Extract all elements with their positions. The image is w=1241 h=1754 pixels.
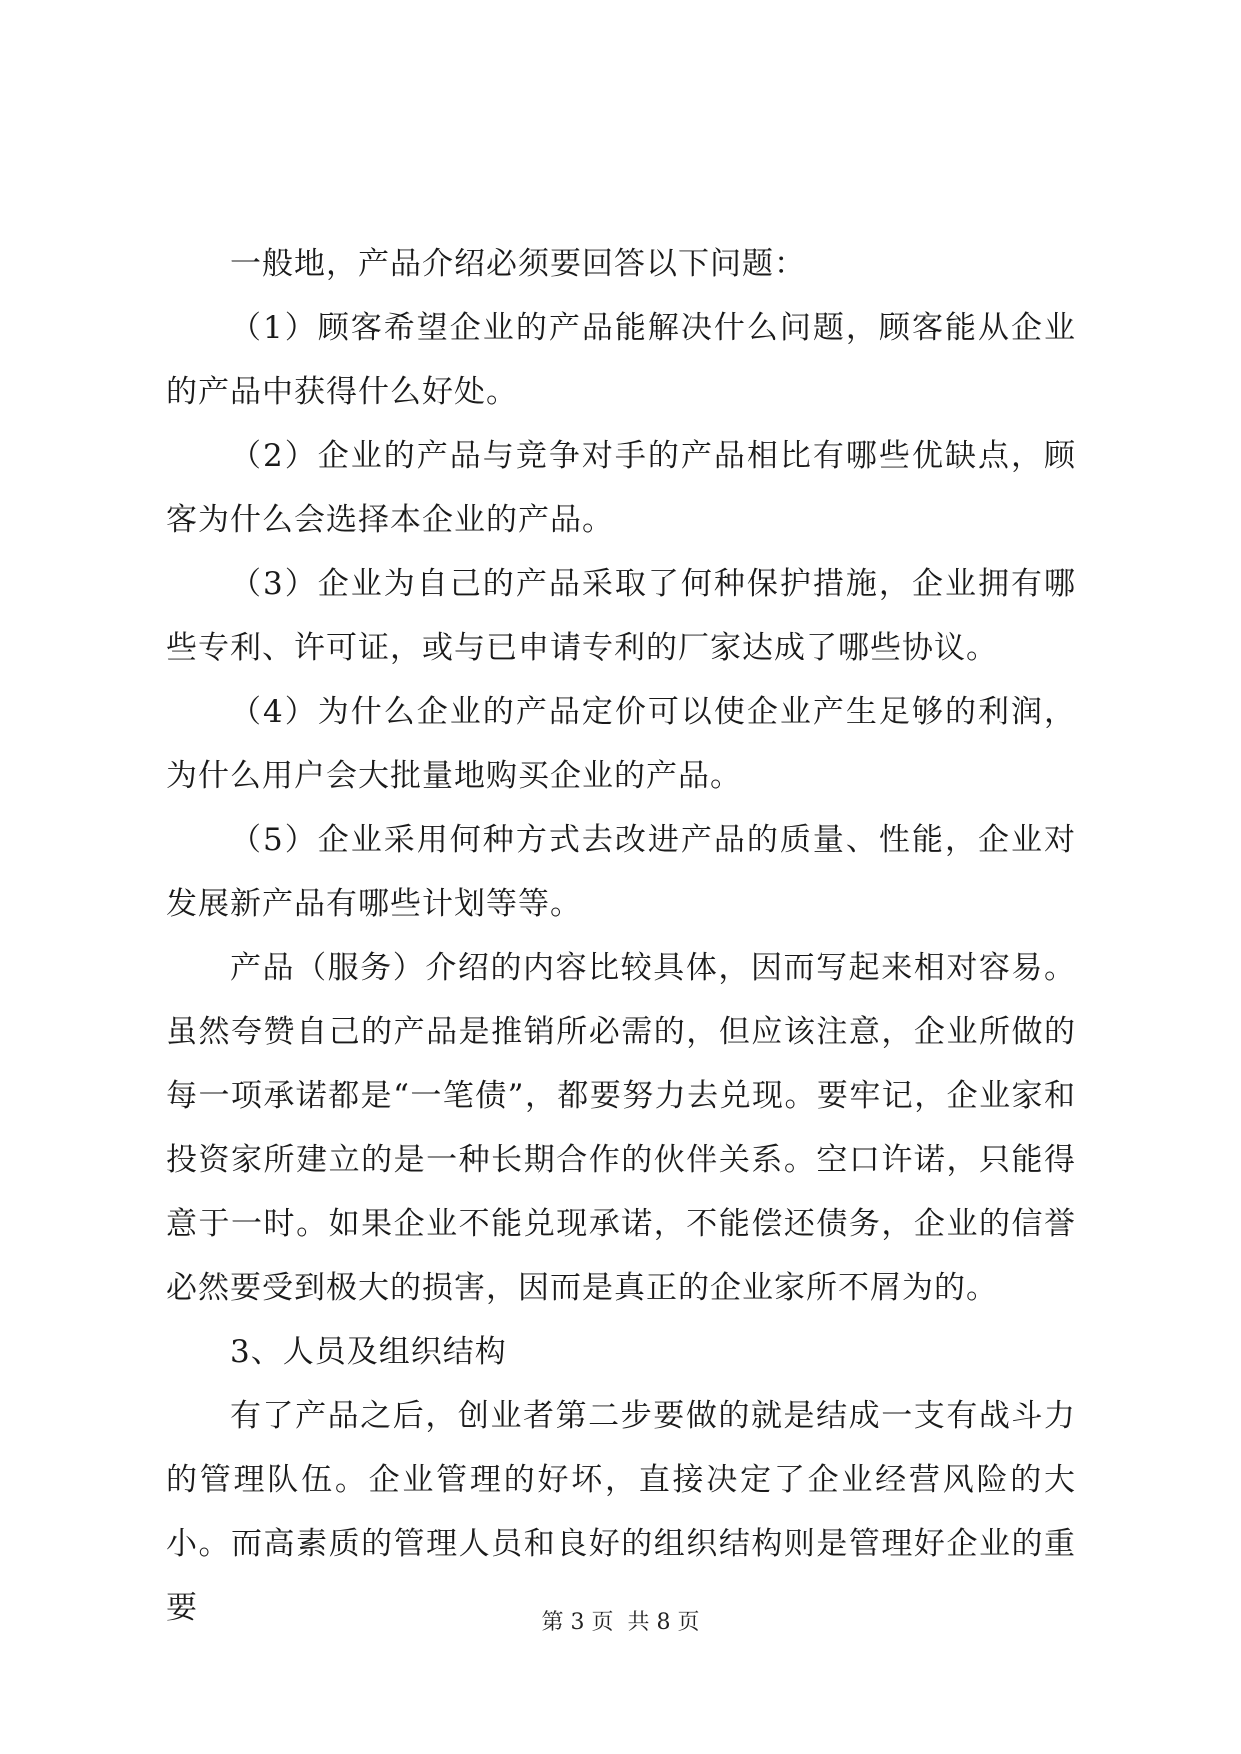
section-heading-personnel: 3、人员及组织结构 [230, 1334, 507, 1370]
document-body [166, 232, 1076, 1640]
paragraph-question-4: （4）为什么企业的产品定价可以使企业产生足够的利润，为什么用户会大批量地购买企业的产品。 [166, 694, 1076, 794]
paragraph-intro: 一般地，产品介绍必须要回答以下问题： [230, 246, 806, 282]
paragraph-question-3: （3）企业为自己的产品采取了何种保护措施，企业拥有哪些专利、许可证，或与已申请专利的厂家达成了哪些协议。 [166, 566, 1076, 666]
paragraph-question-2: （2）企业的产品与竞争对手的产品相比有哪些优缺点，顾客为什么会选择本企业的产品。 [166, 438, 1076, 538]
page-number-label: 第 3 页 共 8 页 [541, 1610, 700, 1635]
paragraph-question-1: （1）顾客希望企业的产品能解决什么问题，顾客能从企业的产品中获得什么好处。 [166, 310, 1076, 410]
page-footer [0, 1608, 1241, 1638]
paragraph-management-team: 有了产品之后，创业者第二步要做的就是结成一支有战斗力的管理队伍。企业管理的好坏，直接决定了企业经营风险的大小。而高素质的管理人员和良好的组织结构则是管理好企业的重要 [166, 1398, 1076, 1626]
paragraph-question-5: （5）企业采用何种方式去改进产品的质量、性能，企业对发展新产品有哪些计划等等。 [166, 822, 1076, 922]
paragraph-product-summary: 产品（服务）介绍的内容比较具体，因而写起来相对容易。虽然夸赞自己的产品是推销所必需的，但应该注意，企业所做的每一项承诺都是“一笔债”，都要努力去兑现。要牢记，企业家和投资家所建立的是一种长期合作的伙伴关系。空口许诺，只能得意于一时。如果企业不能兑现承诺，不能偿还债务，企业的信誉必然要受到极大的损害，因而是真正的企业家所不屑为的。 [166, 950, 1076, 1306]
